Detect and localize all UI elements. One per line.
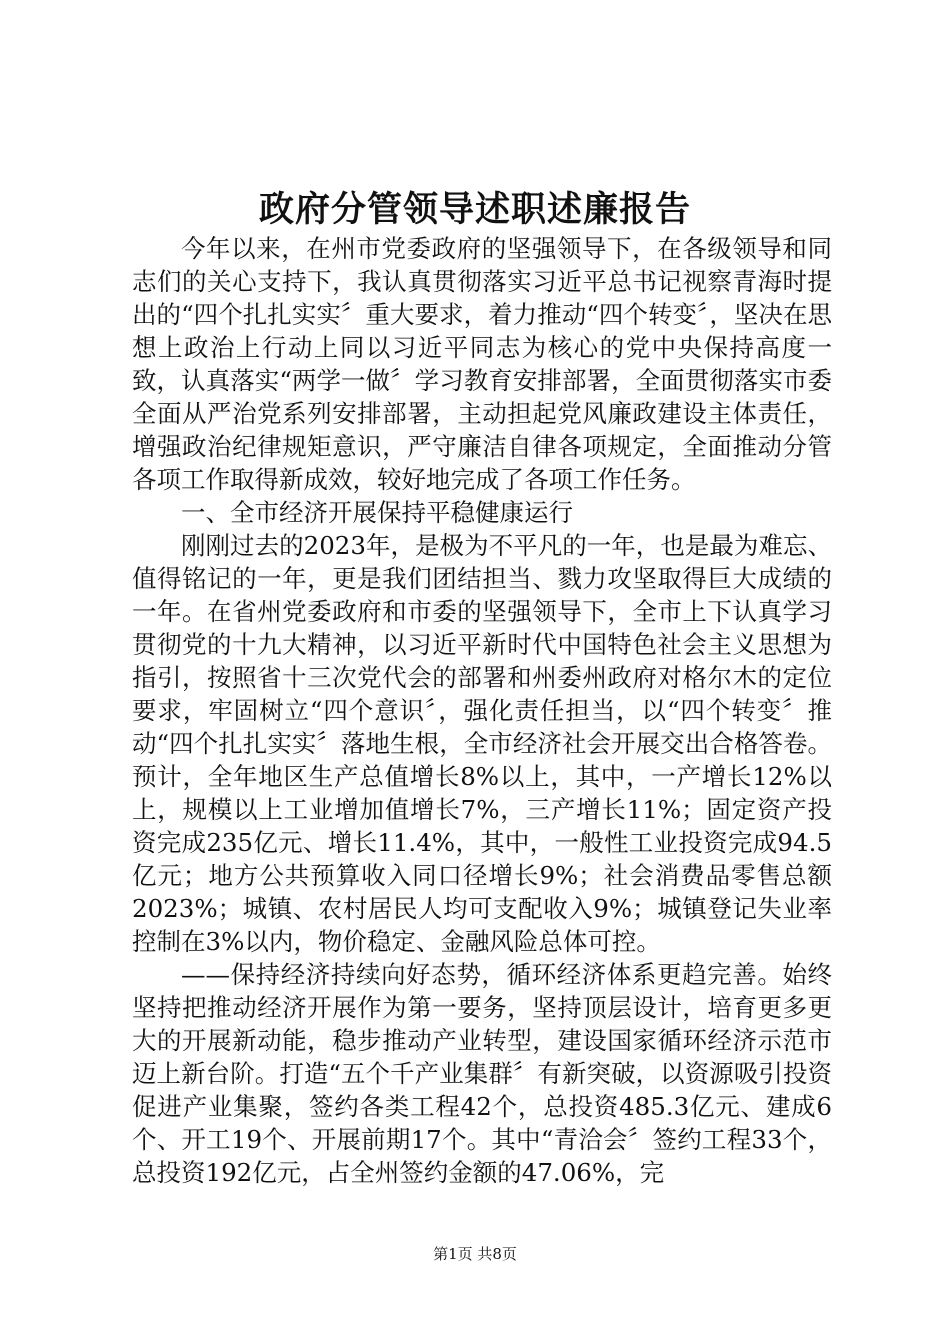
- document-body: [132, 232, 832, 1189]
- paragraph-intro: 今年以来，在州市党委政府的坚强领导下，在各级领导和同志们的关心支持下，我认真贯彻落实习近平总书记视察青海时提出的“四个扎扎实实〞重大要求，着力推动“四个转变〞，坚决在思想上政治上行动上同以习近平同志为核心的党中央保持高度一致，认真落实“两学一做〞学习教育安排部署，全面贯彻落实市委全面从严治党系列安排部署，主动担起党风廉政建设主体责任，增强政治纪律规矩意识，严守廉洁自律各项规定，全面推动分管各项工作取得新成效，较好地完成了各项工作任务。: [132, 234, 832, 494]
- section-heading: 一、全市经济开展保持平稳健康运行: [181, 498, 573, 527]
- paragraph-circular-economy: ——保持经济持续向好态势，循环经济体系更趋完善。始终坚持把推动经济开展作为第一要务，坚持顶层设计，培育更多更大的开展新动能，稳步推动产业转型，建设国家循环经济示范市迈上新台阶。打造“五个千产业集群〞有新突破，以资源吸引投资促进产业集聚，签约各类工程42个，总投资485.3亿元、建成6个、开工19个、开展前期17个。其中“青洽会〞签约工程33个，总投资192亿元，占全州签约金额的47.06%，完: [132, 960, 832, 1187]
- page-footer: 第1页 共8页: [433, 1245, 517, 1263]
- document-title: 政府分管领导述职述廉报告: [258, 189, 691, 230]
- paragraph-economy-overview: 刚刚过去的2023年，是极为不平凡的一年，也是最为难忘、值得铭记的一年，更是我们团结担当、戮力攻坚取得巨大成绩的一年。在省州党委政府和市委的坚强领导下，全市上下认真学习贯彻党的十九大精神，以习近平新时代中国特色社会主义思想为指引，按照省十三次党代会的部署和州委州政府对格尔木的定位要求，牢固树立“四个意识〞，强化责任担当，以“四个转变〞推动“四个扎扎实实〞落地生根，全市经济社会开展交出合格答卷。预计，全年地区生产总值增长8%以上，其中，一产增长12%以上，规模以上工业增加值增长7%，三产增长11%；固定资产投资完成235亿元、增长11.4%，其中，一般性工业投资完成94.5亿元；地方公共预算收入同口径增长9%；社会消费品零售总额2023%；城镇、农村居民人均可支配收入9%；城镇登记失业率控制在3%以内，物价稳定、金融风险总体可控。: [132, 531, 832, 956]
